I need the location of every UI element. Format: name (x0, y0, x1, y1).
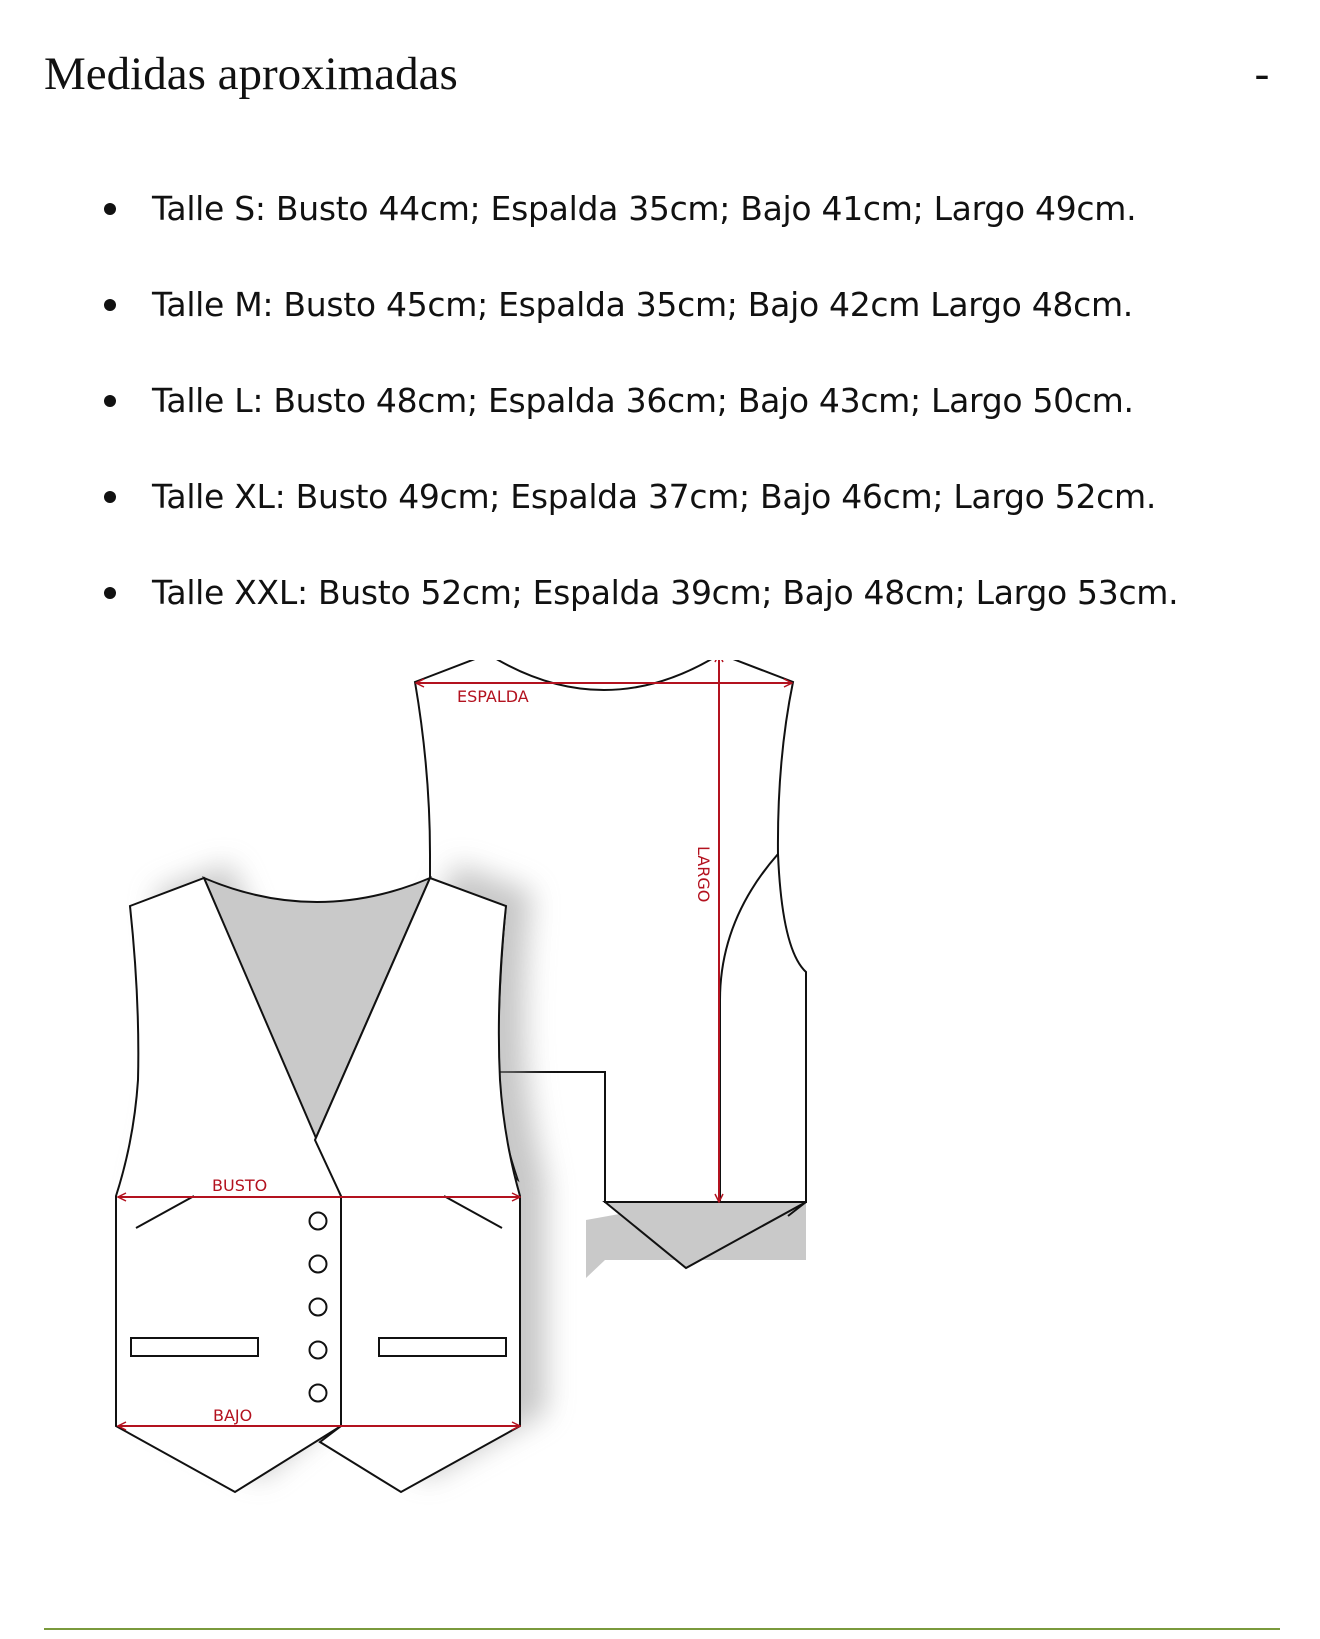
size-text: Talle XXL: Busto 52cm; Espalda 39cm; Bajo 48cm; Largo 53cm. (152, 573, 1179, 612)
bullet-icon (104, 491, 116, 503)
accordion-title: Medidas aproximadas (44, 48, 458, 100)
bullet-icon (104, 203, 116, 215)
vest-front (116, 878, 520, 1492)
section-divider (44, 1628, 1280, 1630)
bajo-label: BAJO (213, 1406, 253, 1425)
size-text: Talle M: Busto 45cm; Espalda 35cm; Bajo 42cm Largo 48cm. (152, 285, 1133, 324)
size-item-l (0, 377, 1320, 473)
pocket-flap-left (131, 1338, 258, 1356)
vest-measurement-diagram (100, 660, 860, 1560)
size-text: Talle S: Busto 44cm; Espalda 35cm; Bajo 41cm; Largo 49cm. (152, 189, 1137, 228)
size-text: Talle L: Busto 48cm; Espalda 36cm; Bajo 43cm; Largo 50cm. (152, 381, 1134, 420)
largo-label: LARGO (694, 846, 713, 903)
accordion-header[interactable] (0, 0, 1320, 150)
size-item-s (0, 185, 1320, 281)
size-item-xxl (0, 569, 1320, 665)
button-icon (310, 1299, 327, 1316)
vest-diagram-svg (100, 660, 860, 1560)
size-item-xl (0, 473, 1320, 569)
bullet-icon (104, 299, 116, 311)
bullet-icon (104, 395, 116, 407)
size-item-m (0, 281, 1320, 377)
size-list (0, 185, 1320, 665)
button-icon (310, 1342, 327, 1359)
pocket-flap-right (379, 1338, 506, 1356)
busto-label: BUSTO (212, 1176, 268, 1195)
espalda-label: ESPALDA (457, 687, 529, 706)
button-icon (310, 1213, 327, 1230)
bullet-icon (104, 587, 116, 599)
size-text: Talle XL: Busto 49cm; Espalda 37cm; Bajo 46cm; Largo 52cm. (152, 477, 1157, 516)
button-icon (310, 1385, 327, 1402)
button-icon (310, 1256, 327, 1273)
collapse-toggle-button[interactable]: - (1240, 44, 1284, 104)
